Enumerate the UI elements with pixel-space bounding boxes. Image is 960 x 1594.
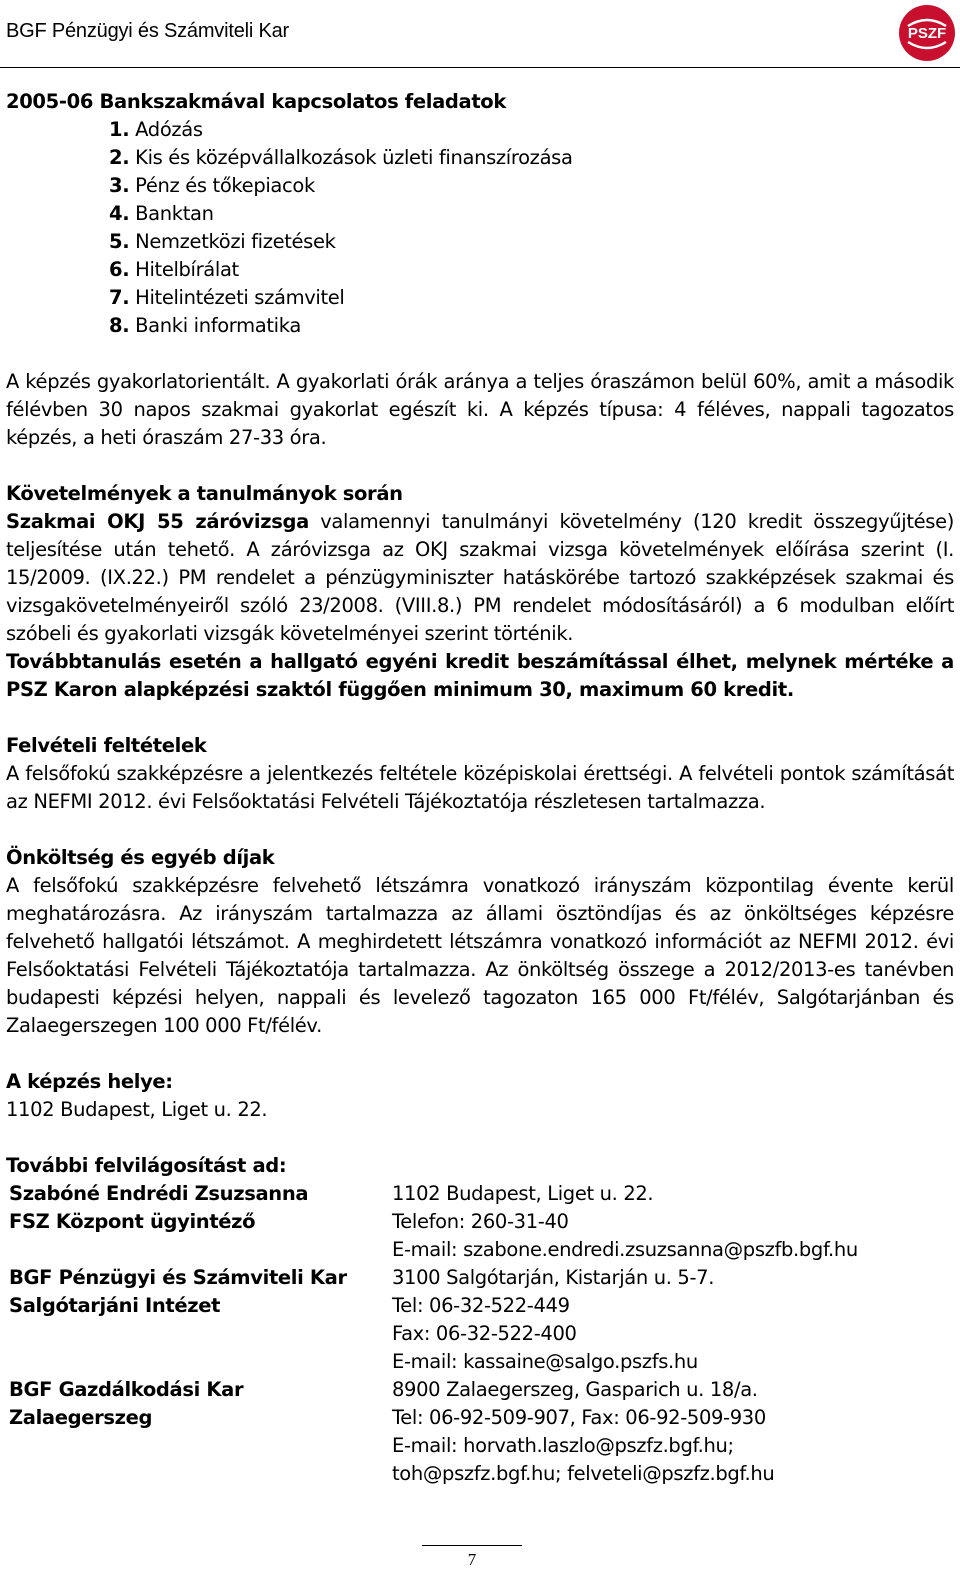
contact-name xyxy=(6,1460,392,1488)
fees-paragraph: A felsőfokú szakképzésre felvehető létszámra vonatkozó irányszám központilag évente kerül meghatározásra. Az irányszám tartalmazza az állami ösztöndíjas és az önköltséges képzésre felvehető hallgatói létszámot. A meghirdetett létszámra vonatkozó információt az NEFMI 2012. évi Felsőoktatási Felvételi Tájékoztatója tartalmazza. Az önköltség összege a 2012/2013-es tanévben budapesti képzési helyen, nappali és levelező tagozaton 165 000 Ft/félév, Salgótarjánban és Zalaegerszegen 100 000 Ft/félév. xyxy=(6,874,954,1037)
contact-name: BGF Pénzügyi és Számviteli Kar xyxy=(9,1266,347,1289)
contact-info: Tel: 06-92-509-907, Fax: 06-92-509-930 xyxy=(392,1406,766,1429)
location-title: A képzés helye: xyxy=(6,1070,173,1093)
contact-name: Salgótarjáni Intézet xyxy=(9,1294,221,1317)
contact-info: Tel: 06-32-522-449 xyxy=(392,1294,570,1317)
contact-info: 8900 Zalaegerszeg, Gasparich u. 18/a. xyxy=(392,1378,758,1401)
list-item: 3. Pénz és tőkepiacok xyxy=(109,174,315,197)
further-study-paragraph: Továbbtanulás esetén a hallgató egyéni kredit beszámítással élhet, melynek mértéke a PSZ Karon alapképzési szaktól függően minimum 30, maximum 60 kredit. xyxy=(6,650,954,701)
footer-divider xyxy=(422,1545,522,1546)
list-item: 4. Banktan xyxy=(109,202,214,225)
document-body xyxy=(6,88,954,1488)
list-item: 8. Banki informatika xyxy=(109,314,301,337)
contact-email: E-mail: kassaine@salgo.pszfs.hu xyxy=(392,1350,698,1373)
exam-bold-text: Szakmai OKJ 55 záróvizsga xyxy=(6,510,309,533)
contact-email: E-mail: szabone.endredi.zsuzsanna@pszfb.bgf.hu xyxy=(392,1238,858,1261)
list-item: 6. Hitelbírálat xyxy=(109,258,239,281)
contact-info: Fax: 06-32-522-400 xyxy=(392,1322,577,1345)
contact-name xyxy=(6,1432,392,1460)
location-address: 1102 Budapest, Liget u. 22. xyxy=(6,1098,268,1121)
contact-info: Telefon: 260-31-40 xyxy=(392,1210,569,1233)
requirements-title: Követelmények a tanulmányok során xyxy=(6,482,403,505)
practice-paragraph: A képzés gyakorlatorientált. A gyakorlati órák aránya a teljes óraszámon belül 60%, amit a második félévben 30 napos szakmai gyakorlat egészít ki. A képzés típusa: 4 féléves, nappali tagozatos képzés, a heti óraszám 27-33 óra. xyxy=(6,370,954,449)
admission-title: Felvételi feltételek xyxy=(6,734,207,757)
contact-info: 1102 Budapest, Liget u. 22. xyxy=(392,1182,654,1205)
list-item: 1. Adózás xyxy=(109,118,203,141)
fees-title: Önköltség és egyéb díjak xyxy=(6,846,275,869)
contact-name xyxy=(6,1236,392,1264)
tasks-list xyxy=(6,116,954,340)
header-title: BGF Pénzügyi és Számviteli Kar xyxy=(6,20,289,42)
exam-text: valamennyi tanulmányi követelmény (120 kredit összegyűjtése) teljesítése után tehető. A záróvizsga az OKJ szakmai vizsga követelmények előírása szerint (I. 15/2009. (IX.22.) PM rendelet a pénzügyminiszter hatáskörébe tartozó szakképzések szakmai és vizsgakövetelményeiről szóló 23/2008. (VIII.8.) PM rendelet módosításáról) a 6 modulban előírt szóbeli és gyakorlati vizsgák követelményei szerint történik. xyxy=(6,510,954,645)
contact-email: toh@pszfz.bgf.hu; felveteli@pszfz.bgf.hu xyxy=(392,1462,775,1485)
contact-name: BGF Gazdálkodási Kar xyxy=(9,1378,244,1401)
contact-name xyxy=(6,1348,392,1376)
contact-name xyxy=(6,1320,392,1348)
requirements-paragraph xyxy=(6,508,954,648)
page-header xyxy=(0,0,960,70)
admission-paragraph: A felsőfokú szakképzésre a jelentkezés feltétele középiskolai érettségi. A felvételi pontok számítását az NEFMI 2012. évi Felsőoktatási Felvételi Tájékoztatója részletesen tartalmazza. xyxy=(6,762,954,813)
contact-info: 3100 Salgótarján, Kistarján u. 5-7. xyxy=(392,1266,715,1289)
list-item: 2. Kis és középvállalkozások üzleti finanszírozása xyxy=(109,146,573,169)
contacts-table xyxy=(6,1180,954,1488)
contact-name: FSZ Központ ügyintéző xyxy=(9,1210,256,1233)
list-item: 7. Hitelintézeti számvitel xyxy=(109,286,345,309)
contacts-title: További felvilágosítást ad: xyxy=(6,1154,287,1177)
contact-name: Szabóné Endrédi Zsuzsanna xyxy=(9,1182,309,1205)
header-divider xyxy=(0,67,960,68)
tasks-title: 2005-06 Bankszakmával kapcsolatos feladatok xyxy=(6,90,506,113)
contact-email: E-mail: horvath.laszlo@pszfz.bgf.hu; xyxy=(392,1434,734,1457)
page-number: 7 xyxy=(467,1550,477,1569)
list-item: 5. Nemzetközi fizetések xyxy=(109,230,336,253)
logo-text: PSZF xyxy=(907,25,947,42)
contact-name: Zalaegerszeg xyxy=(9,1406,153,1429)
pszf-logo xyxy=(898,4,956,62)
